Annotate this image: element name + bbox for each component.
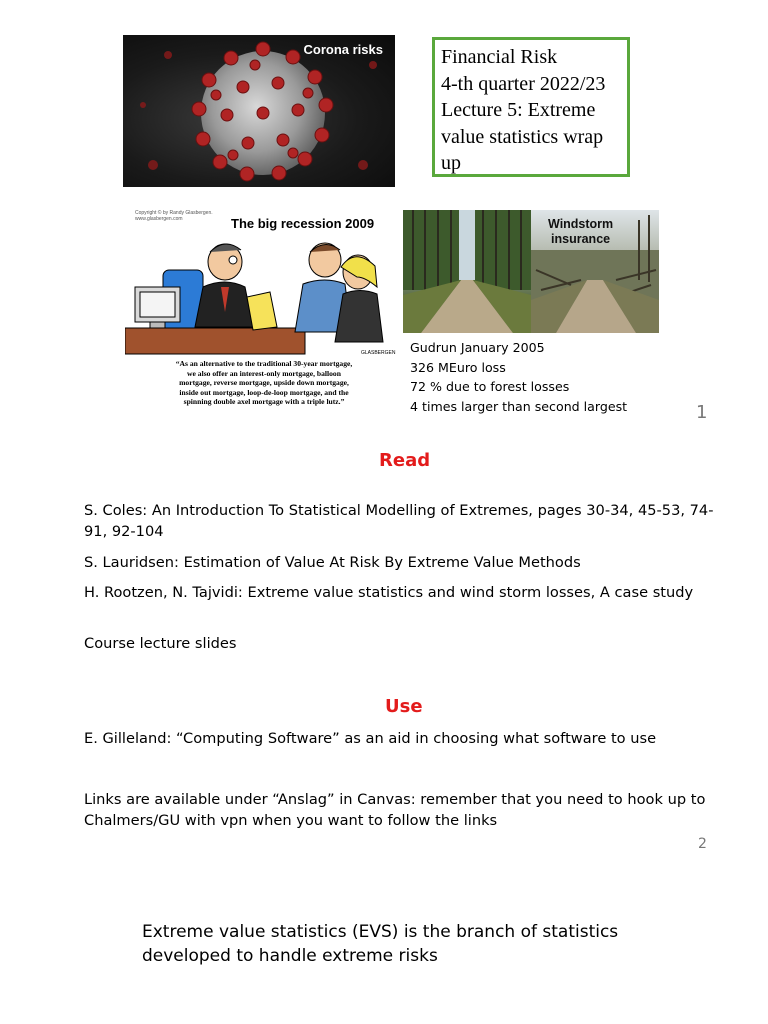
corona-virus-image <box>123 35 395 187</box>
forest-road-illustration <box>403 210 531 333</box>
forest-road-before-photo <box>403 210 531 333</box>
quote-line: “As an alternative to the traditional 30-year mortgage, <box>175 359 353 368</box>
read-heading: Read <box>379 450 431 471</box>
title-line: up <box>441 152 461 174</box>
cartoon-quote <box>135 359 393 407</box>
gudrun-info <box>410 338 627 416</box>
copyright-line: Copyright © by Randy Glasbergen. <box>135 210 213 216</box>
quote-line: we also offer an interest-only mortgage, balloon <box>187 368 341 378</box>
title-line: value statistics wrap <box>441 125 604 148</box>
quote-line: mortgage, reverse mortgage, upside down mortgage, <box>179 378 349 387</box>
quote-line: inside out mortgage, loop-de-loop mortgage, and the <box>179 387 349 397</box>
read-item: H. Rootzen, N. Tajvidi: Extreme value statistics and wind storm losses, A case study <box>84 584 694 601</box>
cartoon-title: The big recession 2009 <box>231 216 375 231</box>
title-line: 4-th quarter 2022/23 <box>441 72 606 95</box>
recession-cartoon <box>125 207 402 407</box>
use-item: E. Gilleland: “Computing Software” as an aid in choosing what software to use <box>84 730 657 747</box>
copyright-line: www.glasbergen.com <box>135 216 183 222</box>
cartoon-copyright <box>135 210 213 222</box>
lecture-title-box <box>432 37 630 177</box>
windstorm-label-line: insurance <box>551 232 611 246</box>
read-item: S. Lauridsen: Estimation of Value At Risk By Extreme Value Methods <box>84 554 581 571</box>
read-item: Course lecture slides <box>84 635 237 652</box>
title-line: Financial Risk <box>441 46 558 68</box>
title-line: Lecture 5: Extreme <box>441 99 596 121</box>
links-note: Links are available under “Anslag” in Canvas: remember that you need to hook up to Chalmers/GU with vpn when you want to follow the links <box>84 791 706 829</box>
slide-number-1: 1 <box>696 402 708 423</box>
gudrun-line: 326 MEuro loss <box>410 359 506 375</box>
evs-definition: Extreme value statistics (EVS) is the branch of statistics developed to handle extreme risks <box>142 922 619 966</box>
cartoon-signature: GLASBERGEN <box>361 350 396 356</box>
use-heading: Use <box>385 696 423 717</box>
read-item: S. Coles: An Introduction To Statistical Modelling of Extremes, pages 30-34, 45-53, 74-91, 92-104 <box>84 502 714 540</box>
gudrun-line: 4 times larger than second largest <box>410 398 628 414</box>
coronavirus-illustration <box>123 35 395 187</box>
gudrun-line: 72 % due to forest losses <box>410 379 570 394</box>
gudrun-line: Gudrun January 2005 <box>410 340 545 355</box>
quote-line: spinning double axel mortgage with a triple lutz.” <box>183 397 345 406</box>
cartoon-drawing <box>125 232 402 357</box>
windstorm-insurance-label <box>548 217 613 247</box>
slide-number-2: 2 <box>698 836 707 852</box>
windstorm-label-line: Windstorm <box>548 217 614 231</box>
corona-caption: Corona risks <box>303 42 383 57</box>
